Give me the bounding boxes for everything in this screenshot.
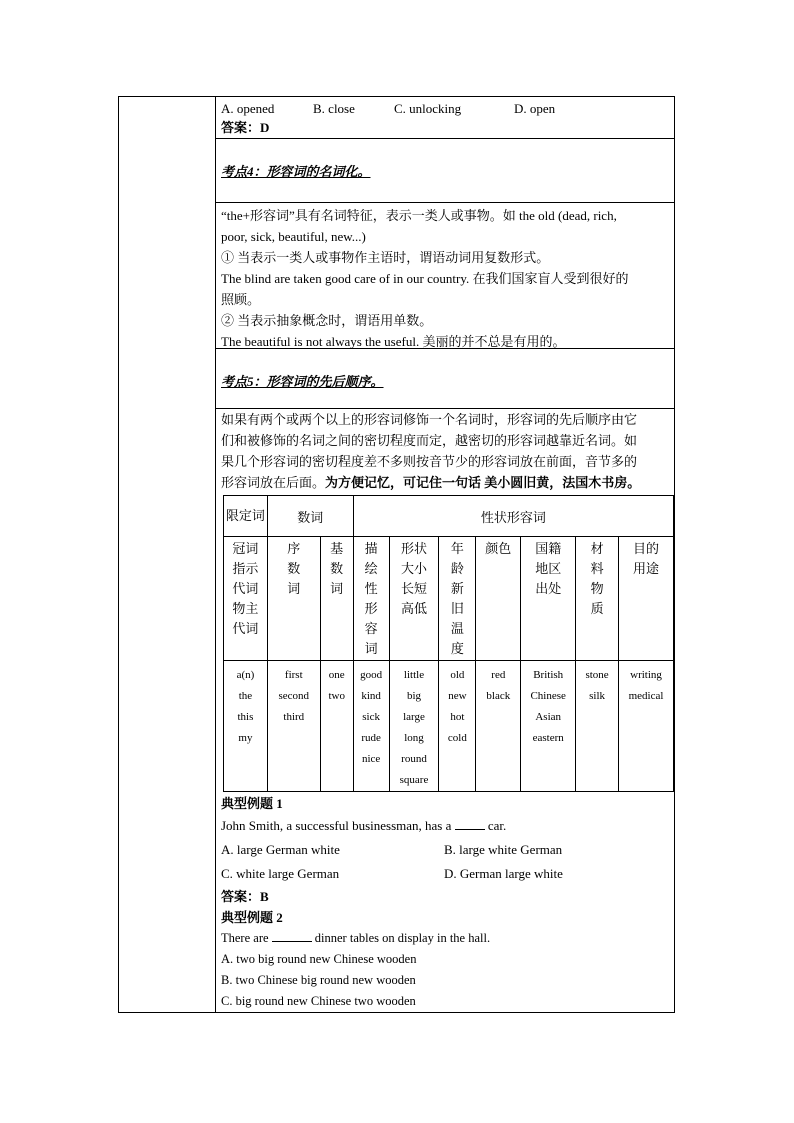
examples-cell: [216, 791, 674, 1012]
point4-line: poor, sick, beautiful, new...): [221, 229, 366, 244]
option-b: B. close: [313, 101, 355, 116]
example-word: the: [238, 690, 253, 702]
example-word: square: [399, 774, 429, 786]
point4-heading-cell: [216, 139, 674, 203]
category-text: 形状: [401, 541, 428, 556]
example-word: Asian: [535, 711, 562, 723]
header-determiner: 限定词: [224, 496, 268, 537]
example-cell: [576, 661, 619, 792]
category-cell: [320, 537, 353, 661]
point4-heading: 考点4：形容词的名词化。: [221, 164, 371, 179]
category-text: 描: [364, 541, 378, 556]
option-a: A. opened: [221, 101, 275, 116]
category-cell: [439, 537, 476, 661]
example-word: first: [284, 669, 303, 681]
point4-body-cell: [216, 203, 674, 349]
point5-heading-cell: [216, 349, 674, 409]
point4-example1-cont: 照顾。: [221, 292, 261, 307]
category-text: 长短: [401, 581, 428, 596]
category-cell: [476, 537, 521, 661]
example-word: British: [533, 669, 564, 681]
example-word: eastern: [532, 732, 564, 744]
category-text: 料: [590, 561, 604, 576]
category-cell: [224, 537, 268, 661]
category-cell: [521, 537, 576, 661]
example-word: round: [401, 753, 427, 765]
table-category-row: [224, 537, 674, 661]
point5-last-plain: 形容词放在后面。: [221, 475, 326, 490]
example-word: second: [278, 690, 310, 702]
category-text: 代词: [232, 621, 259, 636]
example-word: silk: [589, 690, 606, 702]
category-text: 度: [450, 641, 464, 656]
category-text: 国籍: [535, 541, 562, 556]
category-cell: [389, 537, 439, 661]
point4-example2: The beautiful is not always the useful. 美丽的并不总是有用的。: [221, 334, 566, 349]
category-text: 年: [450, 541, 464, 556]
option-d: D. open: [514, 101, 556, 116]
category-text: 词: [364, 641, 378, 656]
category-text: 数: [287, 561, 301, 576]
content-table: [118, 96, 675, 1013]
category-text: 指示: [232, 561, 259, 576]
category-text: 容: [364, 621, 378, 636]
example2-option-c: C. big round new Chinese two wooden: [221, 994, 416, 1008]
point4-example1: The blind are taken good care of in our country. 在我们国家盲人受到很好的: [221, 271, 629, 286]
example2-option-a: A. two big round new Chinese wooden: [221, 952, 417, 966]
example-word: kind: [361, 690, 381, 702]
answer-blank: [455, 818, 485, 830]
example-cell: [389, 661, 439, 792]
category-text: 词: [287, 581, 301, 596]
example-word: rude: [361, 732, 381, 744]
category-text: 大小: [401, 561, 428, 576]
example2-title: 典型例题 2: [221, 910, 283, 925]
previous-answer: 答案：D: [221, 120, 270, 135]
example-word: good: [360, 669, 383, 681]
example1-options-row1: [221, 838, 670, 862]
example-word: red: [491, 669, 506, 681]
category-cell: [353, 537, 389, 661]
example1-option-d: D. German large white: [444, 866, 563, 881]
example-word: third: [283, 711, 305, 723]
point5-line: 们和被修饰的名词之间的密切程度而定，越密切的形容词越靠近名词。如: [221, 433, 638, 448]
example-word: sick: [362, 711, 380, 723]
category-text: 基: [330, 541, 344, 556]
example-word: new: [448, 690, 467, 702]
table-example-row: [224, 661, 674, 792]
category-text: 数: [330, 561, 344, 576]
option-c: C. unlocking: [394, 101, 462, 116]
example-cell: [439, 661, 476, 792]
example-cell: [619, 661, 674, 792]
category-text: 温: [450, 621, 464, 636]
example-word: one: [328, 669, 345, 681]
example1-option-b: B. large white German: [444, 842, 563, 857]
example-cell: [320, 661, 353, 792]
example1-option-c: C. white large German: [221, 866, 340, 881]
example-word: this: [237, 711, 254, 723]
point5-line-last: [221, 472, 670, 493]
category-text: 目的: [633, 541, 660, 556]
example-word: writing: [630, 669, 662, 681]
example-cell: [267, 661, 320, 792]
example-cell: [224, 661, 268, 792]
example2-stem: [221, 928, 670, 949]
category-text: 颜色: [485, 541, 512, 556]
point5-mnemonic: 为方便记忆，可记住一句话 美小圆旧黄，法国木书房。: [325, 475, 641, 490]
previous-options: [221, 98, 670, 119]
category-cell: [267, 537, 320, 661]
point4-rule2: ② 当表示抽象概念时，谓语用单数。: [221, 313, 433, 328]
example2-option-b: B. two Chinese big round new wooden: [221, 973, 416, 987]
example1-answer: 答案：B: [221, 889, 269, 904]
example-word: my: [238, 732, 253, 744]
point5-heading: 考点5：形容词的先后顺序。: [221, 374, 384, 389]
category-text: 序: [287, 541, 301, 556]
example-word: old: [450, 669, 465, 681]
example-word: hot: [450, 711, 465, 723]
answer-blank: [272, 930, 312, 942]
example-cell: [476, 661, 521, 792]
example1-option-a: A. large German white: [221, 842, 340, 857]
example-word: little: [403, 669, 425, 681]
example1-stem-text: John Smith, a successful businessman, has a: [221, 818, 452, 833]
category-text: 旧: [450, 601, 464, 616]
category-cell: [619, 537, 674, 661]
category-text: 物主: [232, 601, 259, 616]
category-text: 冠词: [232, 541, 259, 556]
category-cell: [576, 537, 619, 661]
example-cell: [521, 661, 576, 792]
example1-stem-end: car.: [487, 818, 507, 833]
category-text: 出处: [535, 581, 562, 596]
header-numeral: 数词: [267, 496, 353, 537]
category-text: 性: [364, 581, 378, 596]
example1-options-row2: [221, 862, 670, 886]
example-word: stone: [585, 669, 609, 681]
example-word: a(n): [236, 669, 255, 681]
category-text: 代词: [232, 581, 259, 596]
adjective-order-table: [223, 495, 674, 792]
example1-title: 典型例题 1: [221, 796, 283, 811]
example-word: long: [404, 732, 424, 744]
category-text: 材: [590, 541, 604, 556]
category-text: 用途: [633, 561, 660, 576]
example-cell: [353, 661, 389, 792]
example-word: two: [328, 690, 345, 702]
category-text: 高低: [401, 601, 428, 616]
left-column: [119, 97, 216, 1012]
example-word: Chinese: [530, 690, 566, 702]
category-text: 质: [590, 601, 604, 616]
header-descriptive-adjectives: 性状形容词: [353, 496, 673, 537]
example-word: large: [403, 711, 425, 723]
point4-rule1: ① 当表示一类人或事物作主语时，谓语动词用复数形式。: [221, 250, 550, 265]
example-word: cold: [447, 732, 467, 744]
example-word: nice: [361, 753, 381, 765]
category-text: 地区: [535, 561, 562, 576]
point5-line: 果几个形容词的密切程度差不多则按音节少的形容词放在前面，音节多的: [221, 454, 638, 469]
example-word: medical: [628, 690, 664, 702]
table-header-row: [224, 496, 674, 537]
example2-stem-text: There are: [221, 931, 269, 945]
category-text: 龄: [450, 561, 464, 576]
category-text: 词: [330, 581, 344, 596]
point4-line: “the+形容词”具有名词特征，表示一类人或事物。如 the old (dead, rich,: [221, 208, 617, 223]
category-text: 绘: [364, 561, 378, 576]
category-text: 新: [450, 581, 464, 596]
previous-question-cell: [216, 97, 674, 139]
category-text: 物: [590, 581, 604, 596]
example-word: big: [406, 690, 422, 702]
example-word: black: [486, 690, 511, 702]
example1-stem: [221, 814, 670, 838]
example2-stem-end: dinner tables on display in the hall.: [314, 931, 491, 945]
category-text: 形: [364, 601, 378, 616]
point5-line: 如果有两个或两个以上的形容词修饰一个名词时，形容词的先后顺序由它: [221, 412, 638, 427]
